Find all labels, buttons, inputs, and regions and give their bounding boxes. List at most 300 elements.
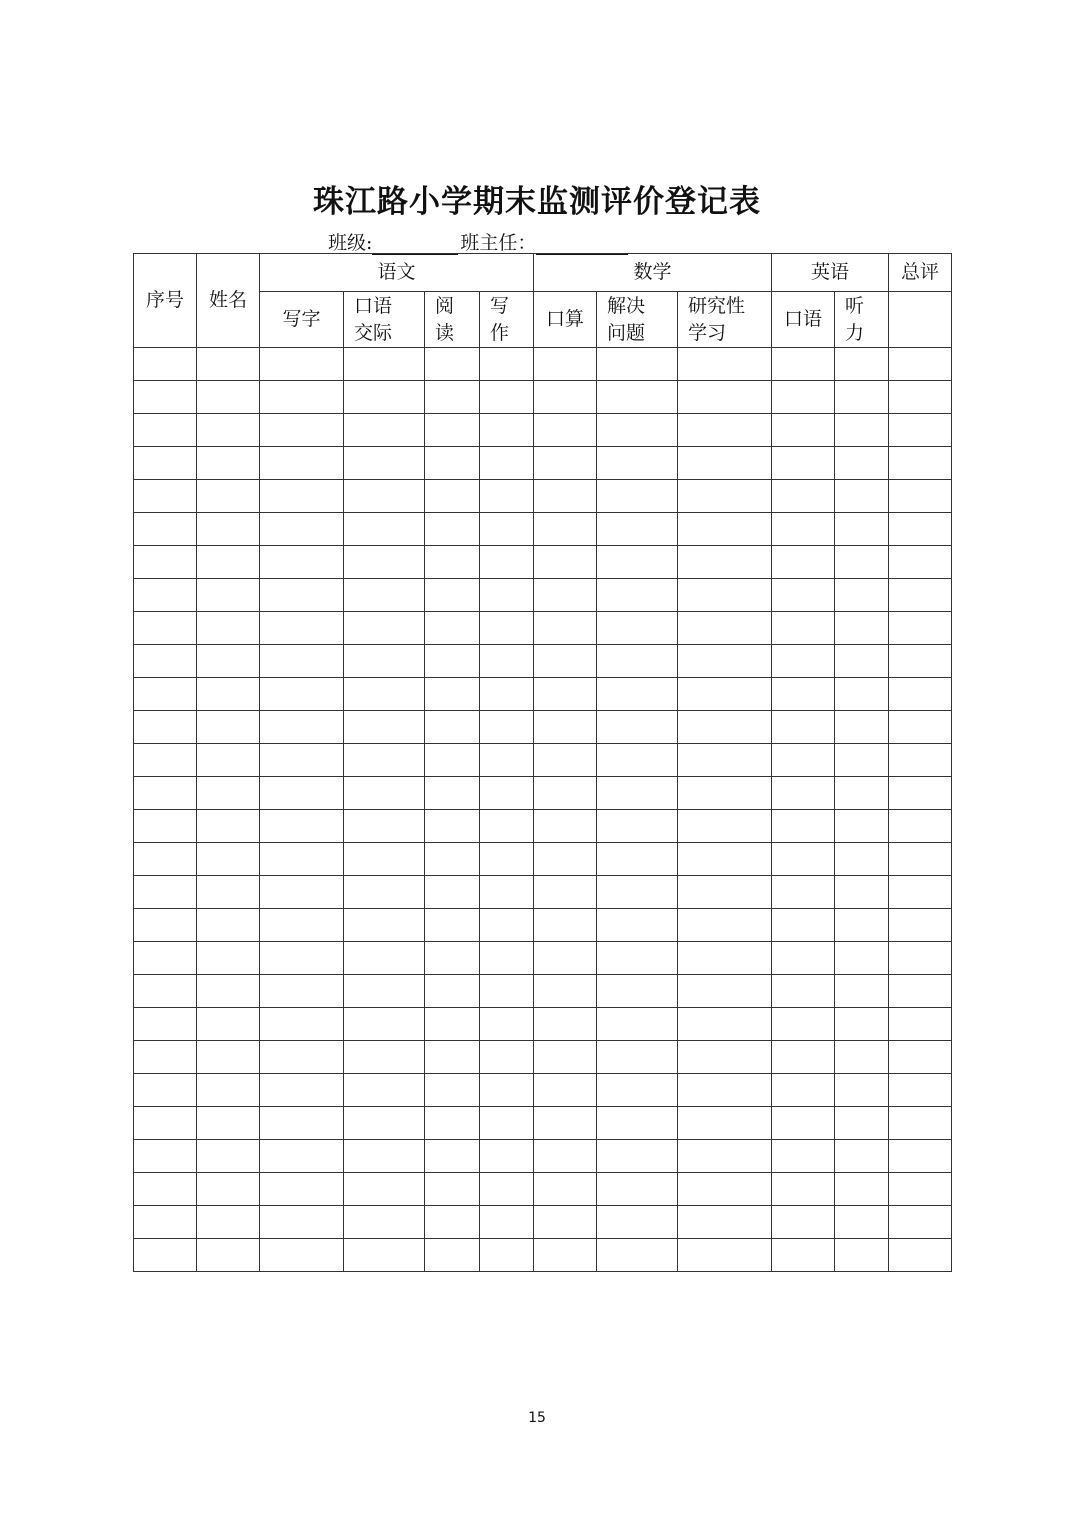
table-cell[interactable] bbox=[597, 1107, 678, 1140]
table-cell[interactable] bbox=[480, 1008, 534, 1041]
table-cell[interactable] bbox=[344, 513, 425, 546]
table-cell[interactable] bbox=[260, 579, 344, 612]
table-cell[interactable] bbox=[889, 810, 952, 843]
table-cell[interactable] bbox=[534, 777, 597, 810]
table-cell[interactable] bbox=[772, 381, 835, 414]
table-cell[interactable] bbox=[425, 381, 480, 414]
table-cell[interactable] bbox=[678, 381, 772, 414]
table-cell[interactable] bbox=[134, 579, 197, 612]
table-cell[interactable] bbox=[134, 447, 197, 480]
table-cell[interactable] bbox=[197, 381, 260, 414]
table-cell[interactable] bbox=[134, 1074, 197, 1107]
table-cell[interactable] bbox=[344, 711, 425, 744]
table-cell[interactable] bbox=[197, 1239, 260, 1272]
table-cell[interactable] bbox=[480, 1239, 534, 1272]
table-cell[interactable] bbox=[480, 1041, 534, 1074]
table-cell[interactable] bbox=[480, 381, 534, 414]
table-cell[interactable] bbox=[344, 1206, 425, 1239]
table-cell[interactable] bbox=[344, 876, 425, 909]
table-cell[interactable] bbox=[260, 1074, 344, 1107]
table-cell[interactable] bbox=[425, 414, 480, 447]
table-cell[interactable] bbox=[480, 711, 534, 744]
table-cell[interactable] bbox=[772, 1173, 835, 1206]
table-cell[interactable] bbox=[425, 678, 480, 711]
table-cell[interactable] bbox=[889, 612, 952, 645]
table-cell[interactable] bbox=[835, 1239, 889, 1272]
table-cell[interactable] bbox=[597, 1140, 678, 1173]
table-cell[interactable] bbox=[480, 579, 534, 612]
table-cell[interactable] bbox=[534, 810, 597, 843]
table-cell[interactable] bbox=[260, 1239, 344, 1272]
table-cell[interactable] bbox=[678, 1008, 772, 1041]
table-cell[interactable] bbox=[534, 1008, 597, 1041]
table-cell[interactable] bbox=[480, 843, 534, 876]
table-cell[interactable] bbox=[835, 513, 889, 546]
table-cell[interactable] bbox=[597, 645, 678, 678]
table-cell[interactable] bbox=[134, 1173, 197, 1206]
table-cell[interactable] bbox=[425, 876, 480, 909]
table-cell[interactable] bbox=[134, 942, 197, 975]
table-cell[interactable] bbox=[597, 909, 678, 942]
table-cell[interactable] bbox=[480, 777, 534, 810]
table-cell[interactable] bbox=[480, 744, 534, 777]
table-cell[interactable] bbox=[597, 876, 678, 909]
table-cell[interactable] bbox=[425, 1008, 480, 1041]
table-cell[interactable] bbox=[425, 909, 480, 942]
table-cell[interactable] bbox=[678, 513, 772, 546]
table-cell[interactable] bbox=[425, 843, 480, 876]
table-cell[interactable] bbox=[597, 975, 678, 1008]
table-cell[interactable] bbox=[425, 1206, 480, 1239]
table-cell[interactable] bbox=[134, 645, 197, 678]
table-cell[interactable] bbox=[197, 1041, 260, 1074]
table-cell[interactable] bbox=[835, 612, 889, 645]
table-cell[interactable] bbox=[134, 1041, 197, 1074]
table-cell[interactable] bbox=[134, 1008, 197, 1041]
table-cell[interactable] bbox=[889, 513, 952, 546]
table-cell[interactable] bbox=[425, 612, 480, 645]
table-cell[interactable] bbox=[534, 1074, 597, 1107]
table-cell[interactable] bbox=[425, 975, 480, 1008]
table-cell[interactable] bbox=[197, 744, 260, 777]
table-cell[interactable] bbox=[678, 447, 772, 480]
table-cell[interactable] bbox=[678, 645, 772, 678]
table-cell[interactable] bbox=[772, 942, 835, 975]
table-cell[interactable] bbox=[197, 1140, 260, 1173]
table-cell[interactable] bbox=[480, 1173, 534, 1206]
table-cell[interactable] bbox=[480, 414, 534, 447]
table-cell[interactable] bbox=[678, 480, 772, 513]
table-cell[interactable] bbox=[678, 678, 772, 711]
table-cell[interactable] bbox=[425, 645, 480, 678]
table-cell[interactable] bbox=[534, 1140, 597, 1173]
table-cell[interactable] bbox=[425, 1074, 480, 1107]
table-cell[interactable] bbox=[678, 1239, 772, 1272]
table-cell[interactable] bbox=[534, 579, 597, 612]
table-cell[interactable] bbox=[772, 1239, 835, 1272]
table-cell[interactable] bbox=[480, 1107, 534, 1140]
table-cell[interactable] bbox=[344, 810, 425, 843]
table-cell[interactable] bbox=[534, 546, 597, 579]
table-cell[interactable] bbox=[678, 909, 772, 942]
table-cell[interactable] bbox=[889, 348, 952, 381]
table-cell[interactable] bbox=[835, 1107, 889, 1140]
table-cell[interactable] bbox=[835, 381, 889, 414]
table-cell[interactable] bbox=[772, 1008, 835, 1041]
table-cell[interactable] bbox=[260, 1107, 344, 1140]
table-cell[interactable] bbox=[344, 1107, 425, 1140]
table-cell[interactable] bbox=[197, 579, 260, 612]
table-cell[interactable] bbox=[534, 348, 597, 381]
table-cell[interactable] bbox=[197, 909, 260, 942]
table-cell[interactable] bbox=[597, 546, 678, 579]
table-cell[interactable] bbox=[889, 678, 952, 711]
table-cell[interactable] bbox=[344, 942, 425, 975]
table-cell[interactable] bbox=[425, 1140, 480, 1173]
table-cell[interactable] bbox=[197, 975, 260, 1008]
table-cell[interactable] bbox=[597, 447, 678, 480]
table-cell[interactable] bbox=[597, 1074, 678, 1107]
table-cell[interactable] bbox=[197, 1173, 260, 1206]
table-cell[interactable] bbox=[889, 1107, 952, 1140]
table-cell[interactable] bbox=[835, 579, 889, 612]
table-cell[interactable] bbox=[197, 546, 260, 579]
table-cell[interactable] bbox=[344, 645, 425, 678]
table-cell[interactable] bbox=[534, 414, 597, 447]
table-cell[interactable] bbox=[772, 1107, 835, 1140]
table-cell[interactable] bbox=[425, 711, 480, 744]
table-cell[interactable] bbox=[772, 414, 835, 447]
table-cell[interactable] bbox=[772, 843, 835, 876]
table-cell[interactable] bbox=[889, 1008, 952, 1041]
table-cell[interactable] bbox=[425, 480, 480, 513]
table-cell[interactable] bbox=[260, 1041, 344, 1074]
table-cell[interactable] bbox=[534, 1206, 597, 1239]
table-cell[interactable] bbox=[425, 1173, 480, 1206]
table-cell[interactable] bbox=[678, 942, 772, 975]
table-cell[interactable] bbox=[480, 975, 534, 1008]
table-cell[interactable] bbox=[134, 1140, 197, 1173]
table-cell[interactable] bbox=[534, 843, 597, 876]
table-cell[interactable] bbox=[134, 843, 197, 876]
table-cell[interactable] bbox=[344, 414, 425, 447]
table-cell[interactable] bbox=[772, 678, 835, 711]
table-cell[interactable] bbox=[197, 348, 260, 381]
table-cell[interactable] bbox=[480, 876, 534, 909]
table-cell[interactable] bbox=[678, 975, 772, 1008]
table-cell[interactable] bbox=[534, 381, 597, 414]
table-cell[interactable] bbox=[260, 480, 344, 513]
table-cell[interactable] bbox=[889, 843, 952, 876]
table-cell[interactable] bbox=[534, 942, 597, 975]
table-cell[interactable] bbox=[772, 711, 835, 744]
table-cell[interactable] bbox=[197, 678, 260, 711]
table-cell[interactable] bbox=[344, 843, 425, 876]
table-cell[interactable] bbox=[134, 1107, 197, 1140]
table-cell[interactable] bbox=[344, 744, 425, 777]
table-cell[interactable] bbox=[344, 480, 425, 513]
table-cell[interactable] bbox=[134, 381, 197, 414]
table-cell[interactable] bbox=[889, 1140, 952, 1173]
table-cell[interactable] bbox=[889, 711, 952, 744]
table-cell[interactable] bbox=[480, 810, 534, 843]
table-cell[interactable] bbox=[889, 645, 952, 678]
table-cell[interactable] bbox=[197, 876, 260, 909]
table-cell[interactable] bbox=[597, 1239, 678, 1272]
table-cell[interactable] bbox=[772, 1074, 835, 1107]
table-cell[interactable] bbox=[197, 612, 260, 645]
table-cell[interactable] bbox=[772, 579, 835, 612]
table-cell[interactable] bbox=[425, 942, 480, 975]
table-cell[interactable] bbox=[597, 348, 678, 381]
table-cell[interactable] bbox=[835, 1173, 889, 1206]
table-cell[interactable] bbox=[134, 513, 197, 546]
table-cell[interactable] bbox=[134, 480, 197, 513]
table-cell[interactable] bbox=[678, 711, 772, 744]
table-cell[interactable] bbox=[197, 942, 260, 975]
table-cell[interactable] bbox=[889, 381, 952, 414]
table-cell[interactable] bbox=[835, 942, 889, 975]
table-cell[interactable] bbox=[260, 1206, 344, 1239]
table-cell[interactable] bbox=[597, 381, 678, 414]
table-cell[interactable] bbox=[772, 348, 835, 381]
table-cell[interactable] bbox=[835, 546, 889, 579]
table-cell[interactable] bbox=[835, 975, 889, 1008]
table-cell[interactable] bbox=[425, 1041, 480, 1074]
table-cell[interactable] bbox=[480, 909, 534, 942]
table-cell[interactable] bbox=[835, 1008, 889, 1041]
table-cell[interactable] bbox=[534, 1107, 597, 1140]
table-cell[interactable] bbox=[134, 1239, 197, 1272]
table-cell[interactable] bbox=[134, 348, 197, 381]
table-cell[interactable] bbox=[480, 546, 534, 579]
table-cell[interactable] bbox=[889, 975, 952, 1008]
table-cell[interactable] bbox=[480, 1140, 534, 1173]
table-cell[interactable] bbox=[534, 1239, 597, 1272]
table-cell[interactable] bbox=[772, 909, 835, 942]
table-cell[interactable] bbox=[678, 546, 772, 579]
table-cell[interactable] bbox=[197, 1074, 260, 1107]
table-cell[interactable] bbox=[425, 1239, 480, 1272]
table-cell[interactable] bbox=[835, 744, 889, 777]
table-cell[interactable] bbox=[134, 909, 197, 942]
table-cell[interactable] bbox=[534, 975, 597, 1008]
table-cell[interactable] bbox=[772, 480, 835, 513]
table-cell[interactable] bbox=[772, 447, 835, 480]
class-field[interactable] bbox=[372, 234, 458, 255]
table-cell[interactable] bbox=[197, 1206, 260, 1239]
table-cell[interactable] bbox=[260, 1140, 344, 1173]
table-cell[interactable] bbox=[197, 414, 260, 447]
table-cell[interactable] bbox=[260, 1173, 344, 1206]
table-cell[interactable] bbox=[597, 942, 678, 975]
table-cell[interactable] bbox=[260, 909, 344, 942]
table-cell[interactable] bbox=[134, 744, 197, 777]
table-cell[interactable] bbox=[534, 1041, 597, 1074]
table-cell[interactable] bbox=[260, 942, 344, 975]
teacher-field[interactable] bbox=[536, 234, 628, 255]
table-cell[interactable] bbox=[889, 414, 952, 447]
table-cell[interactable] bbox=[835, 480, 889, 513]
table-cell[interactable] bbox=[678, 876, 772, 909]
table-cell[interactable] bbox=[480, 942, 534, 975]
table-cell[interactable] bbox=[678, 1140, 772, 1173]
table-cell[interactable] bbox=[835, 1074, 889, 1107]
table-cell[interactable] bbox=[597, 1206, 678, 1239]
table-cell[interactable] bbox=[772, 777, 835, 810]
table-cell[interactable] bbox=[134, 810, 197, 843]
table-cell[interactable] bbox=[425, 810, 480, 843]
table-cell[interactable] bbox=[889, 1074, 952, 1107]
table-cell[interactable] bbox=[260, 381, 344, 414]
table-cell[interactable] bbox=[260, 1008, 344, 1041]
table-cell[interactable] bbox=[835, 1140, 889, 1173]
table-cell[interactable] bbox=[197, 843, 260, 876]
table-cell[interactable] bbox=[678, 777, 772, 810]
table-cell[interactable] bbox=[534, 612, 597, 645]
table-cell[interactable] bbox=[260, 612, 344, 645]
table-cell[interactable] bbox=[260, 546, 344, 579]
table-cell[interactable] bbox=[344, 909, 425, 942]
table-cell[interactable] bbox=[597, 1041, 678, 1074]
table-cell[interactable] bbox=[344, 447, 425, 480]
table-cell[interactable] bbox=[835, 909, 889, 942]
table-cell[interactable] bbox=[480, 1206, 534, 1239]
table-cell[interactable] bbox=[889, 1173, 952, 1206]
table-cell[interactable] bbox=[134, 612, 197, 645]
table-cell[interactable] bbox=[260, 975, 344, 1008]
table-cell[interactable] bbox=[772, 744, 835, 777]
table-cell[interactable] bbox=[480, 513, 534, 546]
table-cell[interactable] bbox=[678, 579, 772, 612]
table-cell[interactable] bbox=[889, 909, 952, 942]
table-cell[interactable] bbox=[597, 480, 678, 513]
table-cell[interactable] bbox=[835, 810, 889, 843]
table-cell[interactable] bbox=[772, 876, 835, 909]
table-cell[interactable] bbox=[772, 1140, 835, 1173]
table-cell[interactable] bbox=[772, 612, 835, 645]
table-cell[interactable] bbox=[597, 513, 678, 546]
table-cell[interactable] bbox=[597, 1173, 678, 1206]
table-cell[interactable] bbox=[678, 414, 772, 447]
table-cell[interactable] bbox=[480, 645, 534, 678]
table-cell[interactable] bbox=[772, 975, 835, 1008]
table-cell[interactable] bbox=[260, 348, 344, 381]
table-cell[interactable] bbox=[889, 1206, 952, 1239]
table-cell[interactable] bbox=[678, 612, 772, 645]
table-cell[interactable] bbox=[344, 678, 425, 711]
table-cell[interactable] bbox=[534, 1173, 597, 1206]
table-cell[interactable] bbox=[344, 1140, 425, 1173]
table-cell[interactable] bbox=[534, 678, 597, 711]
table-cell[interactable] bbox=[425, 744, 480, 777]
table-cell[interactable] bbox=[889, 744, 952, 777]
table-cell[interactable] bbox=[260, 447, 344, 480]
table-cell[interactable] bbox=[835, 348, 889, 381]
table-cell[interactable] bbox=[889, 1041, 952, 1074]
table-cell[interactable] bbox=[260, 810, 344, 843]
table-cell[interactable] bbox=[197, 711, 260, 744]
table-cell[interactable] bbox=[425, 546, 480, 579]
table-cell[interactable] bbox=[534, 447, 597, 480]
table-cell[interactable] bbox=[597, 1008, 678, 1041]
table-cell[interactable] bbox=[425, 777, 480, 810]
table-cell[interactable] bbox=[835, 876, 889, 909]
table-cell[interactable] bbox=[835, 777, 889, 810]
table-cell[interactable] bbox=[344, 579, 425, 612]
table-cell[interactable] bbox=[835, 447, 889, 480]
table-cell[interactable] bbox=[597, 711, 678, 744]
table-cell[interactable] bbox=[889, 876, 952, 909]
table-cell[interactable] bbox=[597, 777, 678, 810]
table-cell[interactable] bbox=[134, 876, 197, 909]
table-cell[interactable] bbox=[835, 645, 889, 678]
table-cell[interactable] bbox=[260, 645, 344, 678]
table-cell[interactable] bbox=[534, 876, 597, 909]
table-cell[interactable] bbox=[197, 447, 260, 480]
table-cell[interactable] bbox=[534, 909, 597, 942]
table-cell[interactable] bbox=[197, 645, 260, 678]
table-cell[interactable] bbox=[197, 480, 260, 513]
table-cell[interactable] bbox=[597, 810, 678, 843]
table-cell[interactable] bbox=[534, 711, 597, 744]
table-cell[interactable] bbox=[134, 1206, 197, 1239]
table-cell[interactable] bbox=[425, 579, 480, 612]
table-cell[interactable] bbox=[197, 1008, 260, 1041]
table-cell[interactable] bbox=[678, 348, 772, 381]
table-cell[interactable] bbox=[260, 678, 344, 711]
table-cell[interactable] bbox=[344, 348, 425, 381]
table-cell[interactable] bbox=[889, 447, 952, 480]
table-cell[interactable] bbox=[480, 480, 534, 513]
table-cell[interactable] bbox=[772, 1206, 835, 1239]
table-cell[interactable] bbox=[344, 1008, 425, 1041]
table-cell[interactable] bbox=[678, 744, 772, 777]
table-cell[interactable] bbox=[134, 414, 197, 447]
table-cell[interactable] bbox=[534, 513, 597, 546]
table-cell[interactable] bbox=[425, 348, 480, 381]
table-cell[interactable] bbox=[678, 1074, 772, 1107]
table-cell[interactable] bbox=[597, 744, 678, 777]
table-cell[interactable] bbox=[134, 777, 197, 810]
table-cell[interactable] bbox=[480, 678, 534, 711]
table-cell[interactable] bbox=[425, 1107, 480, 1140]
table-cell[interactable] bbox=[134, 678, 197, 711]
table-cell[interactable] bbox=[260, 843, 344, 876]
table-cell[interactable] bbox=[344, 381, 425, 414]
table-cell[interactable] bbox=[835, 1041, 889, 1074]
table-cell[interactable] bbox=[678, 1107, 772, 1140]
table-cell[interactable] bbox=[835, 711, 889, 744]
table-cell[interactable] bbox=[344, 1239, 425, 1272]
table-cell[interactable] bbox=[480, 447, 534, 480]
table-cell[interactable] bbox=[597, 579, 678, 612]
table-cell[interactable] bbox=[197, 777, 260, 810]
table-cell[interactable] bbox=[425, 447, 480, 480]
table-cell[interactable] bbox=[344, 1074, 425, 1107]
table-cell[interactable] bbox=[889, 579, 952, 612]
table-cell[interactable] bbox=[678, 1041, 772, 1074]
table-cell[interactable] bbox=[344, 1173, 425, 1206]
table-cell[interactable] bbox=[597, 414, 678, 447]
table-cell[interactable] bbox=[889, 480, 952, 513]
table-cell[interactable] bbox=[480, 348, 534, 381]
table-cell[interactable] bbox=[889, 942, 952, 975]
table-cell[interactable] bbox=[772, 1041, 835, 1074]
table-cell[interactable] bbox=[835, 414, 889, 447]
table-cell[interactable] bbox=[134, 546, 197, 579]
table-cell[interactable] bbox=[260, 711, 344, 744]
